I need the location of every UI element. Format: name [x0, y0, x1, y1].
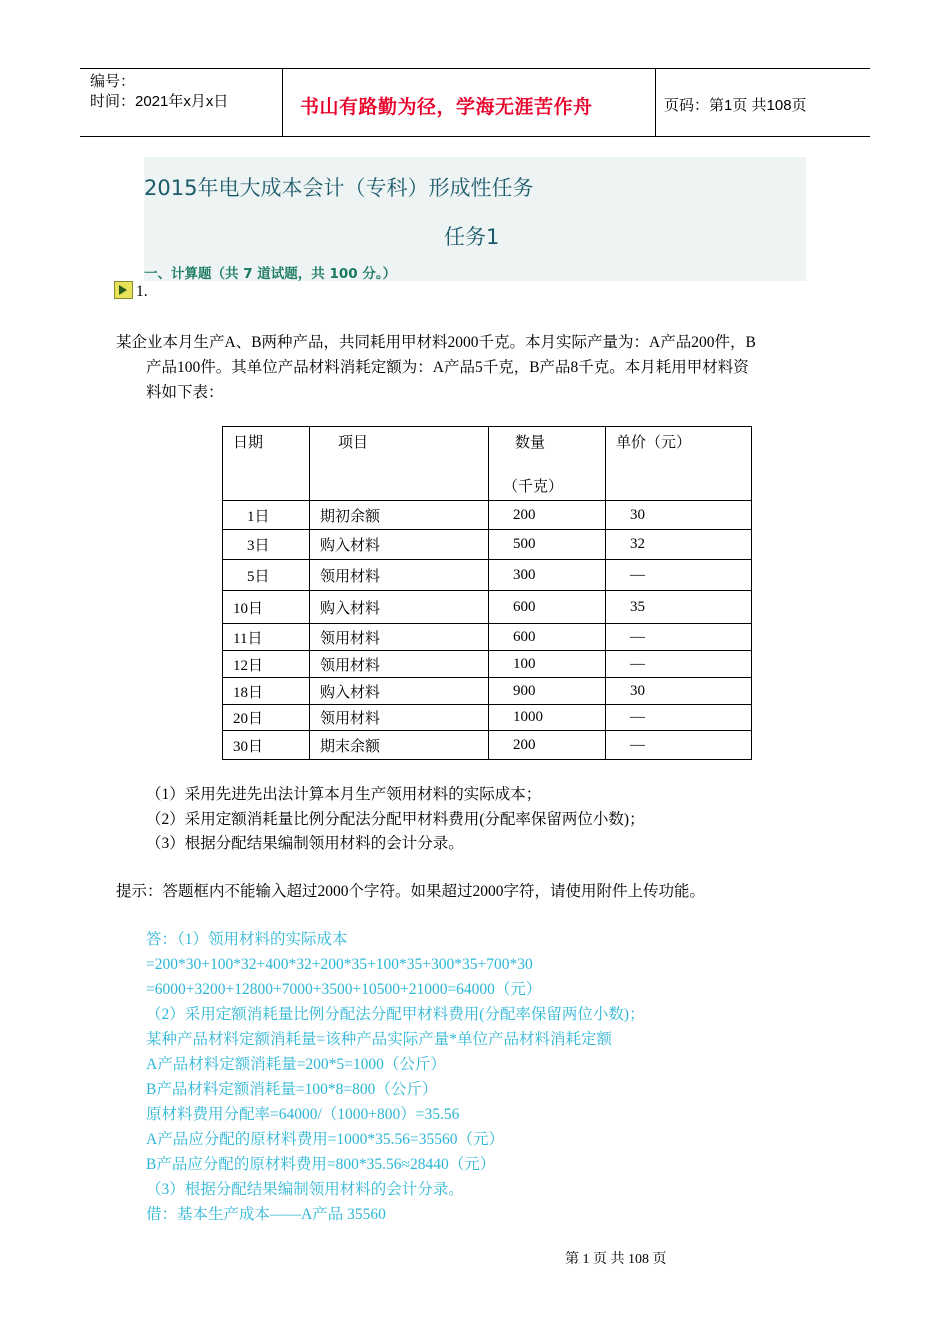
header-qty-unit: （千克） [503, 479, 564, 495]
table-row [223, 651, 752, 678]
material-table [222, 426, 752, 760]
cell-qty: 600 [489, 591, 606, 624]
page-title: 2015年电大成本会计（专科）形成性任务 [144, 176, 534, 200]
header-qty-label: 数量 [515, 435, 546, 451]
motto: 书山有路勤为径，学海无涯苦作舟 [300, 96, 593, 118]
serial-label: 编号： [90, 73, 136, 90]
cell-qty: 200 [489, 501, 606, 530]
cell-item: 期初余额 [310, 501, 489, 530]
table-row [223, 731, 752, 760]
cell-date: 18日 [223, 678, 310, 705]
cell-price: — [606, 705, 752, 731]
hint-text: 提示：答题框内不能输入超过2000个字符。如果超过2000字符，请使用附件上传功能。 [116, 883, 706, 900]
cell-price: — [606, 624, 752, 651]
answer-line-5: 某种产品材料定额消耗量=该种产品实际产量*单位产品材料消耗定额 [146, 1031, 612, 1048]
requirement-3: （3）根据分配结果编制领用材料的会计分录。 [146, 835, 464, 852]
answer-line-12: 借：基本生产成本——A产品 35560 [146, 1206, 386, 1223]
cell-price: 35 [606, 591, 752, 624]
cell-qty: 1000 [489, 705, 606, 731]
cell-item: 领用材料 [310, 705, 489, 731]
header-divider-left [282, 68, 283, 136]
answer-line-10: B产品应分配的原材料费用=800*35.56≈28440（元） [146, 1156, 496, 1173]
table-row [223, 530, 752, 560]
table-row [223, 591, 752, 624]
time-label: 时间：2021年x月x日 [90, 93, 229, 110]
answer-line-9: A产品应分配的原材料费用=1000*35.56=35560（元） [146, 1131, 505, 1148]
answer-line-8: 原材料费用分配率=64000/（1000+800）=35.56 [146, 1106, 460, 1123]
table-row [223, 705, 752, 731]
header-top-rule [80, 68, 870, 69]
requirement-1: （1）采用先进先出法计算本月生产领用材料的实际成本； [146, 786, 542, 803]
cell-qty: 600 [489, 624, 606, 651]
cell-qty: 500 [489, 530, 606, 560]
question-marker-icon [114, 281, 133, 299]
header-cell-qty [489, 427, 606, 501]
answer-line-1: 答：（1）领用材料的实际成本 [146, 931, 348, 948]
cell-price: — [606, 560, 752, 591]
task-title: 任务1 [444, 225, 500, 249]
cell-qty: 200 [489, 731, 606, 760]
cell-item: 购入材料 [310, 591, 489, 624]
header-bottom-rule [80, 136, 870, 137]
page-code: 页码：第1页 共108页 [664, 97, 807, 114]
header-cell-date: 日期 [223, 427, 310, 501]
cell-price: 30 [606, 678, 752, 705]
cell-item: 领用材料 [310, 651, 489, 678]
cell-qty: 900 [489, 678, 606, 705]
question-number: 1. [136, 283, 148, 300]
header-divider-right [655, 68, 656, 136]
cell-date: 1日 [223, 501, 310, 530]
table-header-row [223, 427, 752, 501]
header-cell-price: 单价（元） [606, 427, 752, 501]
answer-line-7: B产品材料定额消耗量=100*8=800（公斤） [146, 1081, 438, 1098]
cell-price: 32 [606, 530, 752, 560]
cell-qty: 300 [489, 560, 606, 591]
question-line-1: 某企业本月生产A、B两种产品，共同耗用甲材料2000千克。本月实际产量为：A产品200件，B [116, 334, 756, 351]
cell-date: 20日 [223, 705, 310, 731]
header-cell-item: 项目 [310, 427, 489, 501]
question-line-2: 产品100件。其单位产品材料消耗定额为：A产品5千克，B产品8千克。本月耗用甲材料资 [146, 359, 749, 376]
cell-date: 10日 [223, 591, 310, 624]
cell-date: 3日 [223, 530, 310, 560]
answer-line-6: A产品材料定额消耗量=200*5=1000（公斤） [146, 1056, 446, 1073]
cell-price: — [606, 731, 752, 760]
cell-price: 30 [606, 501, 752, 530]
question-line-3: 料如下表： [146, 384, 224, 401]
answer-line-3: =6000+3200+12800+7000+3500+10500+21000=64000（元） [146, 981, 542, 998]
requirement-2: （2）采用定额消耗量比例分配法分配甲材料费用(分配率保留两位小数)； [146, 811, 645, 828]
cell-price: — [606, 651, 752, 678]
page-footer: 第 1 页 共 108 页 [565, 1252, 667, 1267]
answer-line-4: （2）采用定额消耗量比例分配法分配甲材料费用(分配率保留两位小数)； [146, 1006, 645, 1023]
cell-item: 期末余额 [310, 731, 489, 760]
answer-line-2: =200*30+100*32+400*32+200*35+100*35+300*35+700*30 [146, 956, 533, 973]
cell-date: 5日 [223, 560, 310, 591]
cell-item: 购入材料 [310, 678, 489, 705]
cell-date: 11日 [223, 624, 310, 651]
table-row [223, 678, 752, 705]
answer-line-11: （3）根据分配结果编制领用材料的会计分录。 [146, 1181, 464, 1198]
cell-qty: 100 [489, 651, 606, 678]
table-row [223, 624, 752, 651]
cell-item: 领用材料 [310, 624, 489, 651]
table-row [223, 560, 752, 591]
cell-date: 12日 [223, 651, 310, 678]
section-heading: 一、计算题（共 7 道试题，共 100 分。） [144, 266, 397, 282]
table-row [223, 501, 752, 530]
cell-item: 购入材料 [310, 530, 489, 560]
cell-item: 领用材料 [310, 560, 489, 591]
cell-date: 30日 [223, 731, 310, 760]
